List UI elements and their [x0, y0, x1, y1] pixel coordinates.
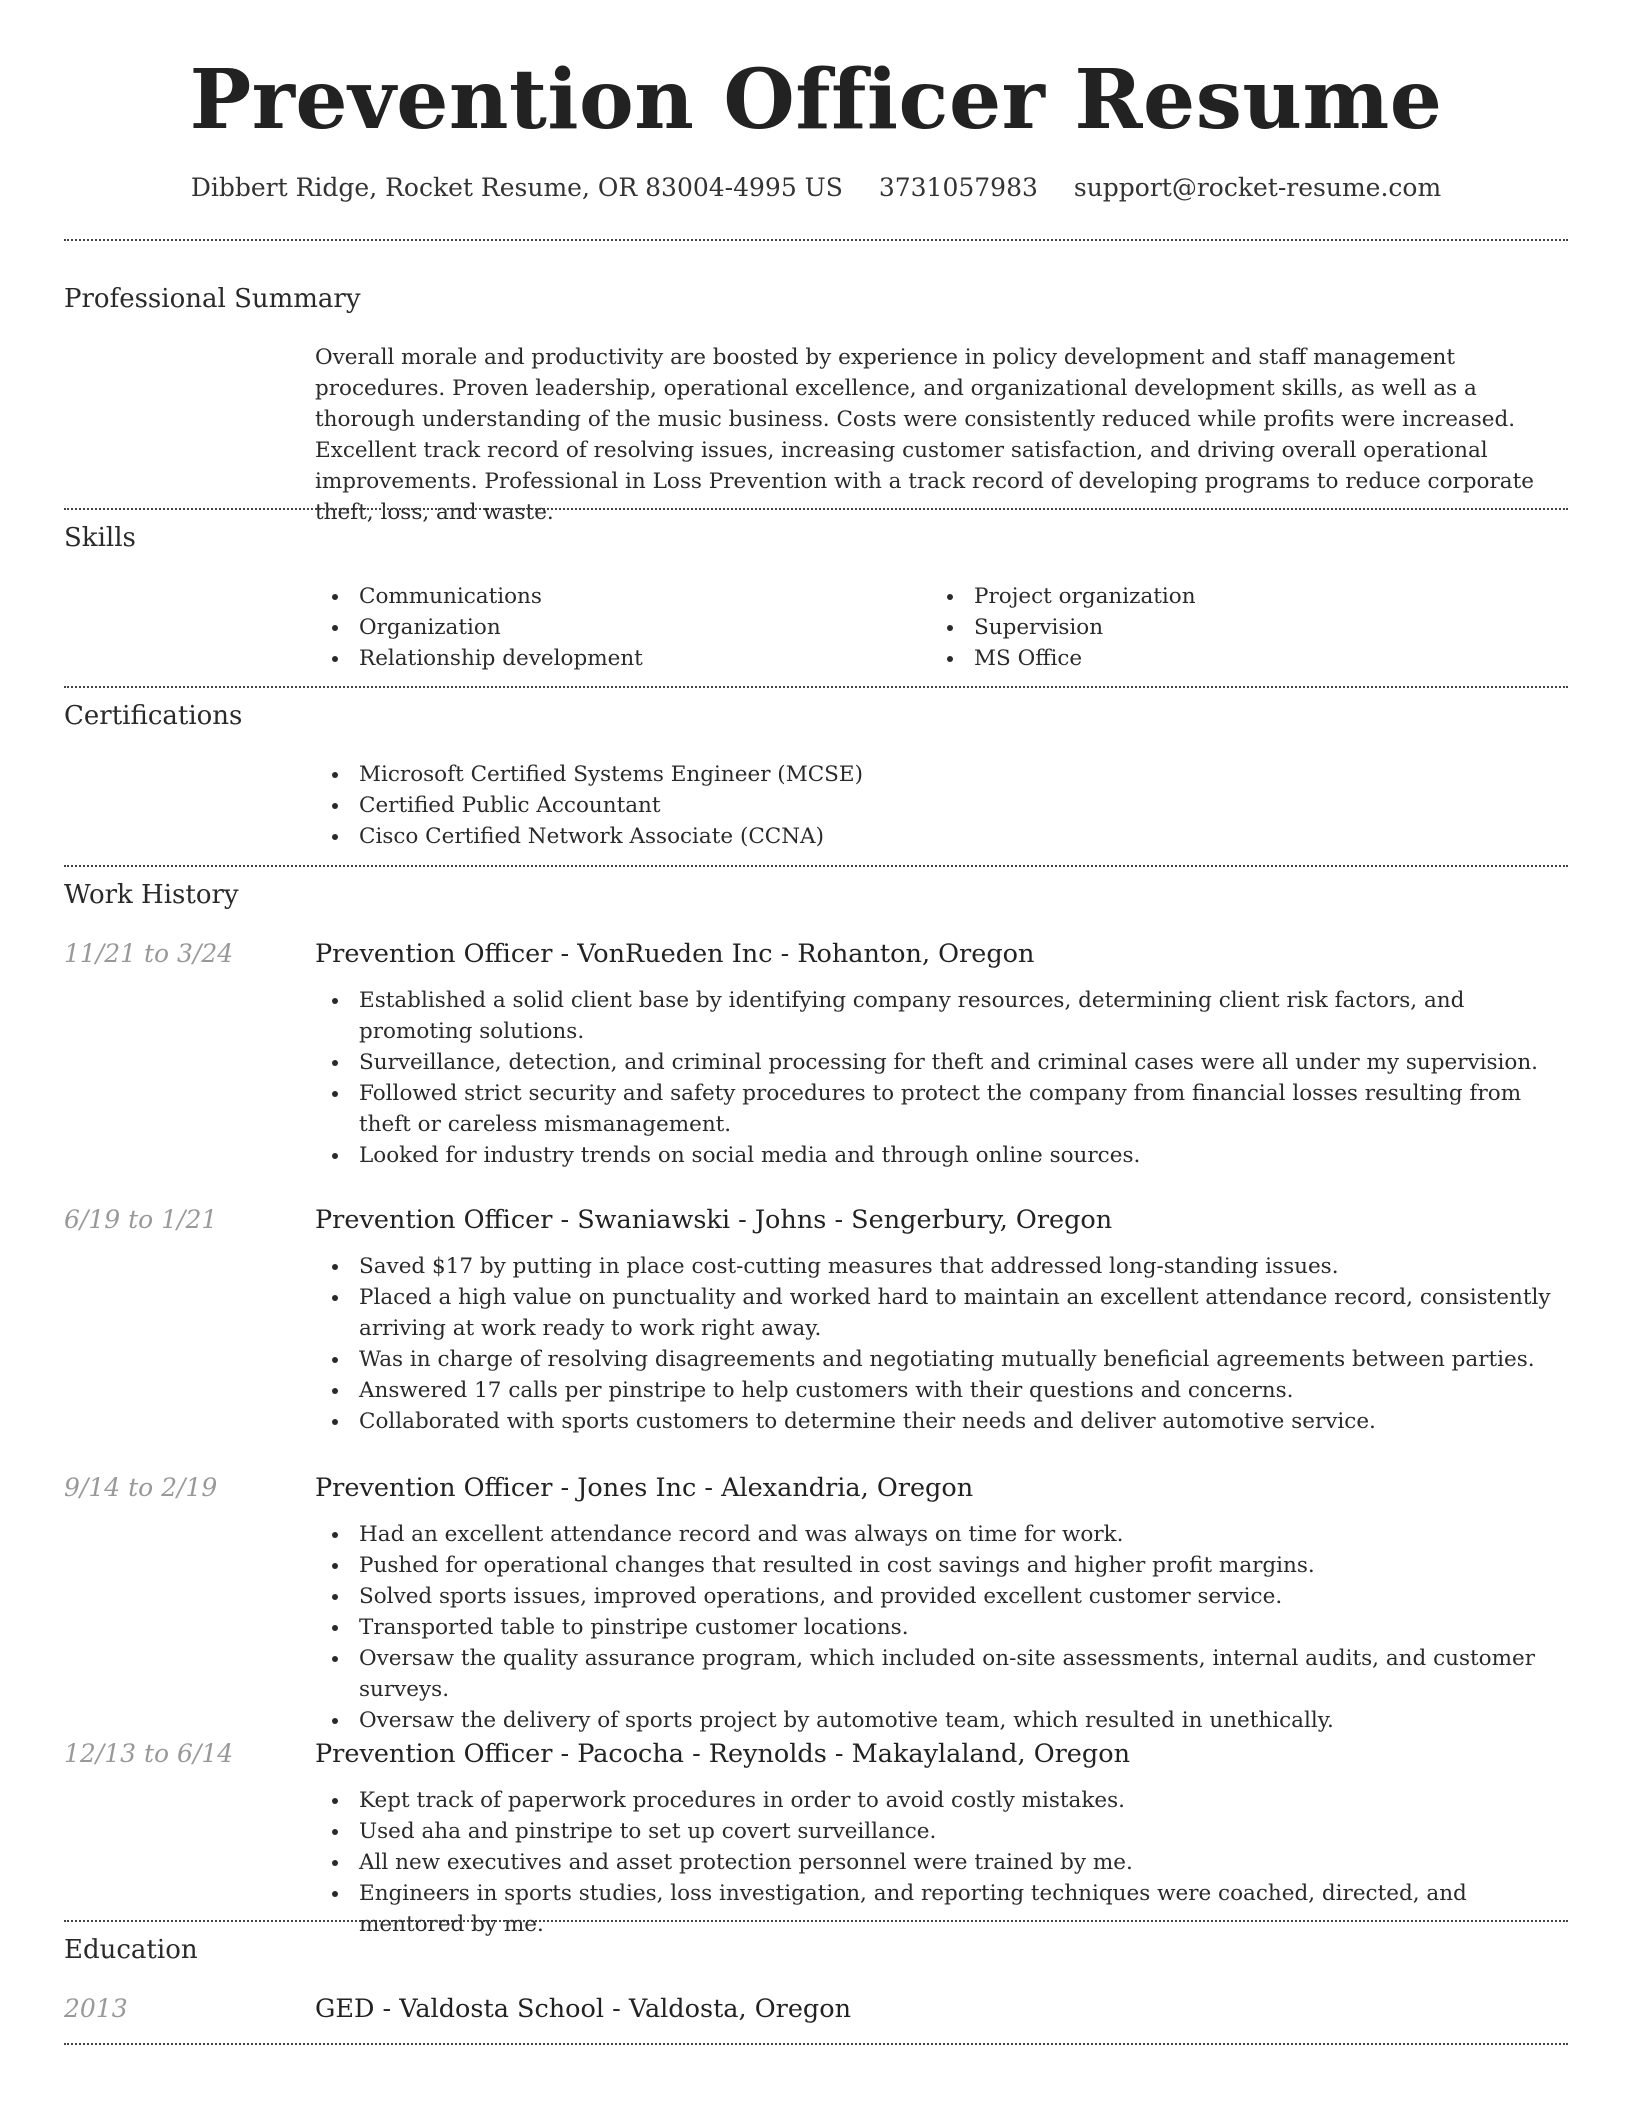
- job-bullet: Engineers in sports studies, loss investigation, and reporting techniques were coached, directed, and mentored by me.: [315, 1878, 1568, 1940]
- job-bullet: Collaborated with sports customers to determine their needs and deliver automotive service.: [315, 1406, 1568, 1437]
- job-bullet: Oversaw the delivery of sports project by automotive team, which resulted in unethically.: [315, 1705, 1568, 1736]
- education-entry: GED - Valdosta School - Valdosta, Oregon: [315, 1994, 852, 2024]
- job-bullet: Was in charge of resolving disagreements and negotiating mutually beneficial agreements between parties.: [315, 1344, 1568, 1375]
- resume-title: Prevention Officer Resume: [189, 52, 1443, 148]
- job-title: Prevention Officer - VonRueden Inc - Rohanton, Oregon: [315, 939, 1035, 969]
- job-bullet: Solved sports issues, improved operations, and provided excellent customer service.: [315, 1581, 1568, 1612]
- job-bullet: Kept track of paperwork procedures in order to avoid costly mistakes.: [315, 1785, 1568, 1816]
- job-bullet: Looked for industry trends on social media and through online sources.: [315, 1140, 1568, 1171]
- skill-item: Supervision: [930, 612, 1530, 643]
- job-bullets: [315, 1785, 1568, 1940]
- section-heading-education: Education: [64, 1935, 198, 1965]
- job-title: Prevention Officer - Pacocha - Reynolds - Makaylaland, Oregon: [315, 1739, 1130, 1769]
- job-bullet: All new executives and asset protection personnel were trained by me.: [315, 1847, 1568, 1878]
- section-heading-summary: Professional Summary: [64, 284, 361, 314]
- job-bullet: Followed strict security and safety procedures to protect the company from financial losses resulting from theft or careless mismanagement.: [315, 1078, 1568, 1140]
- certification-item: Cisco Certified Network Associate (CCNA): [315, 821, 1568, 852]
- certifications-list: [315, 759, 1568, 852]
- job-title: Prevention Officer - Jones Inc - Alexandria, Oregon: [315, 1473, 974, 1503]
- skill-item: Project organization: [930, 581, 1530, 612]
- section-heading-work-history: Work History: [64, 880, 239, 910]
- job-bullet: Oversaw the quality assurance program, which included on-site assessments, internal audits, and customer surveys.: [315, 1643, 1568, 1705]
- job-bullet: Placed a high value on punctuality and worked hard to maintain an excellent attendance record, consistently arriving at work ready to work right away.: [315, 1282, 1568, 1344]
- divider: [64, 508, 1568, 510]
- skill-item: Organization: [315, 612, 915, 643]
- job-dates: 11/21 to 3/24: [64, 939, 234, 968]
- job-bullet: Answered 17 calls per pinstripe to help customers with their questions and concerns.: [315, 1375, 1568, 1406]
- skill-item: Communications: [315, 581, 915, 612]
- skills-list-right: [930, 581, 1530, 674]
- section-heading-skills: Skills: [64, 523, 136, 553]
- job-dates: 6/19 to 1/21: [64, 1205, 218, 1234]
- job-bullet: Had an excellent attendance record and was always on time for work.: [315, 1519, 1568, 1550]
- job-bullet: Transported table to pinstripe customer locations.: [315, 1612, 1568, 1643]
- contact-email: support@rocket-resume.com: [1073, 173, 1442, 202]
- divider: [64, 686, 1568, 688]
- education-year: 2013: [64, 1994, 128, 2023]
- job-bullet: Saved $17 by putting in place cost-cutting measures that addressed long-standing issues.: [315, 1251, 1568, 1282]
- skill-item: MS Office: [930, 643, 1530, 674]
- divider: [64, 1920, 1568, 1922]
- job-bullets: [315, 1251, 1568, 1437]
- job-title: Prevention Officer - Swaniawski - Johns - Sengerbury, Oregon: [315, 1205, 1113, 1235]
- job-bullet: Pushed for operational changes that resulted in cost savings and higher profit margins.: [315, 1550, 1568, 1581]
- job-bullets: [315, 985, 1568, 1171]
- summary-text: Overall morale and productivity are boosted by experience in policy development and staff management procedures. Proven leadership, operational excellence, and organizational development skills, as well as a thorough understanding of the music business. Costs were consistently reduced while profits were increased. Excellent track record of resolving issues, increasing customer satisfaction, and driving overall operational improvements. Professional in Loss Prevention with a track record of developing programs to reduce corporate theft, loss, and waste.: [315, 345, 1534, 525]
- job-bullet: Established a solid client base by identifying company resources, determining client risk factors, and promoting solutions.: [315, 985, 1568, 1047]
- job-bullet: Used aha and pinstripe to set up covert surveillance.: [315, 1816, 1568, 1847]
- section-heading-certifications: Certifications: [64, 701, 243, 731]
- divider: [64, 865, 1568, 867]
- job-bullet: Surveillance, detection, and criminal processing for theft and criminal cases were all under my supervision.: [315, 1047, 1568, 1078]
- certification-item: Certified Public Accountant: [315, 790, 1568, 821]
- certification-item: Microsoft Certified Systems Engineer (MCSE): [315, 759, 1568, 790]
- job-bullets: [315, 1519, 1568, 1736]
- job-dates: 12/13 to 6/14: [64, 1739, 234, 1768]
- contact-phone: 3731057983: [878, 173, 1038, 202]
- skill-item: Relationship development: [315, 643, 915, 674]
- contact-line: [0, 172, 1632, 204]
- divider: [64, 239, 1568, 241]
- divider: [64, 2043, 1568, 2045]
- skills-list-left: [315, 581, 915, 674]
- job-dates: 9/14 to 2/19: [64, 1473, 218, 1502]
- contact-address: Dibbert Ridge, Rocket Resume, OR 83004-4995 US: [190, 173, 843, 202]
